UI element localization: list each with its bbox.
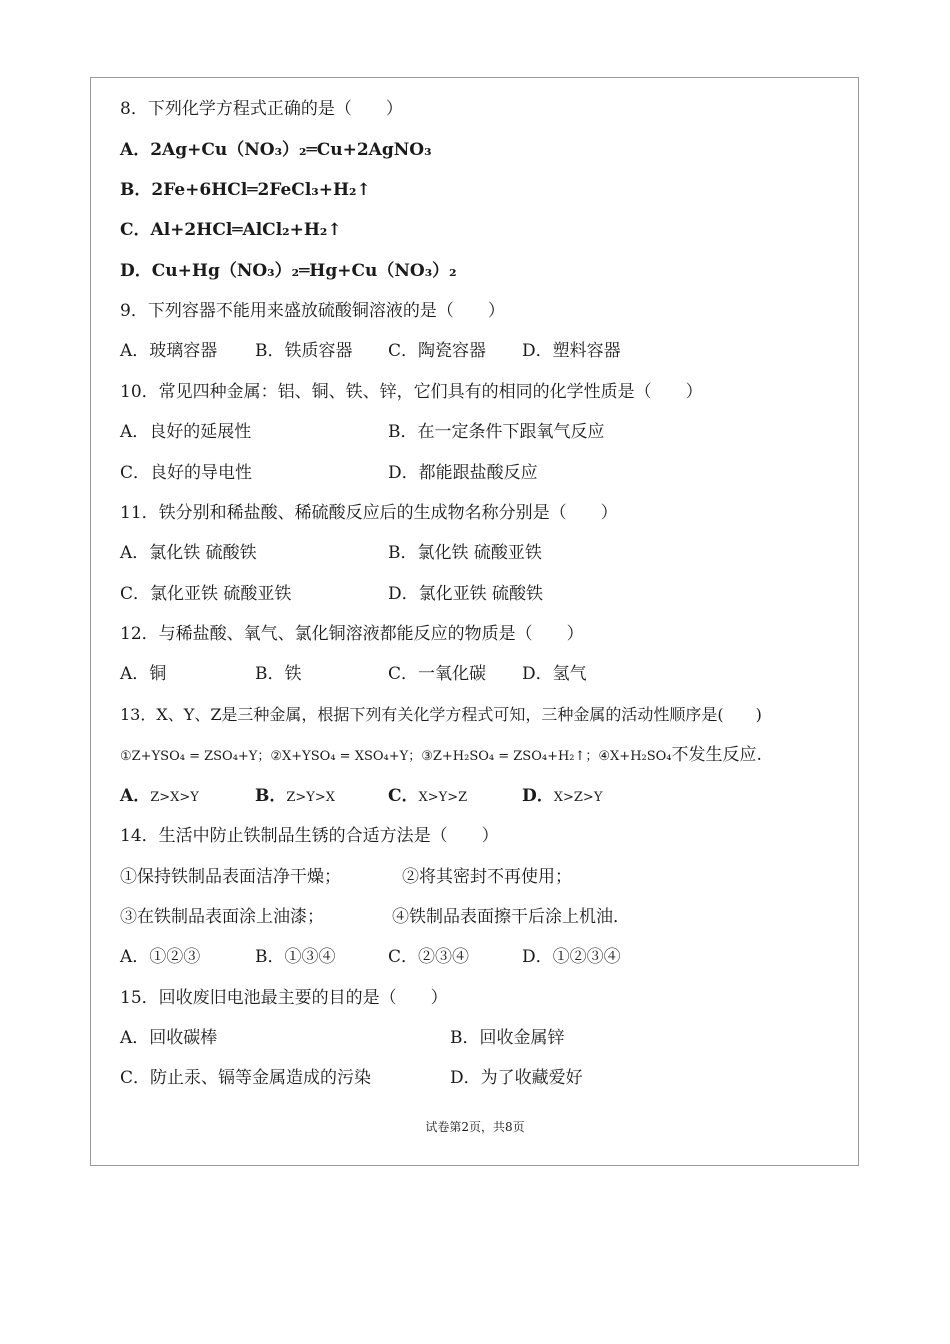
question-12-option-d: D．氢气	[522, 664, 587, 684]
question-14-option-c: C．②③④	[388, 947, 470, 967]
question-13-equation-tail: 不发生反应.	[671, 745, 762, 765]
page-footer: 试卷第2页，共8页	[425, 1120, 525, 1134]
question-12-option-b: B．铁	[255, 664, 302, 684]
question-9-option-b: B．铁质容器	[255, 341, 353, 361]
question-14-option-b: B．①③④	[255, 947, 336, 967]
question-15-option-a: A．回收碳棒	[120, 1028, 218, 1048]
question-8-stem: 8．下列化学方程式正确的是（ ）	[120, 99, 403, 119]
question-14-statement-1: ①保持铁制品表面洁净干燥；	[120, 867, 341, 887]
question-12-option-a: A．铜	[120, 664, 167, 684]
question-10-option-b: B．在一定条件下跟氧气反应	[388, 422, 605, 442]
question-9-stem: 9．下列容器不能用来盛放硫酸铜溶液的是（ ）	[120, 301, 505, 321]
question-13-option-c: C．X>Y>Z	[388, 786, 468, 806]
question-11-option-a: A．氯化铁 硫酸铁	[120, 543, 257, 563]
question-13-equations	[120, 744, 762, 768]
question-12-stem: 12．与稀盐酸、氧气、氯化铜溶液都能反应的物质是（ ）	[120, 624, 584, 644]
question-15-option-d: D．为了收藏爱好	[450, 1068, 583, 1088]
question-9-option-c: C．陶瓷容器	[388, 341, 487, 361]
question-10-option-d: D．都能跟盐酸反应	[388, 463, 538, 483]
question-8-option-c: C．Al+2HCl═AlCl₂+H₂↑	[120, 220, 342, 240]
question-10-stem: 10．常见四种金属：铝、铜、铁、锌，它们具有的相同的化学性质是（ ）	[120, 382, 703, 402]
question-10-option-c: C．良好的导电性	[120, 463, 253, 483]
question-11-option-d: D．氯化亚铁 硫酸铁	[388, 584, 544, 604]
question-8-option-a: A．2Ag+Cu（NO₃）₂═Cu+2AgNO₃	[120, 140, 432, 160]
question-12-option-c: C．一氧化碳	[388, 664, 487, 684]
question-8-option-b: B．2Fe+6HCl═2FeCl₃+H₂↑	[120, 180, 371, 200]
question-13-option-d: D．X>Z>Y	[522, 786, 603, 806]
question-14-statement-2: ②将其密封不再使用；	[402, 867, 572, 887]
question-15-option-b: B．回收金属锌	[450, 1028, 565, 1048]
question-11-stem: 11．铁分别和稀盐酸、稀硫酸反应后的生成物名称分别是（ ）	[120, 503, 618, 523]
question-13-option-a: A．Z>X>Y	[120, 786, 199, 806]
question-14-stem: 14．生活中防止铁制品生锈的合适方法是（ ）	[120, 826, 499, 846]
question-9-option-a: A．玻璃容器	[120, 341, 218, 361]
question-15-stem: 15．回收废旧电池最主要的目的是（ ）	[120, 988, 448, 1008]
question-11-option-c: C．氯化亚铁 硫酸亚铁	[120, 584, 292, 604]
question-11-option-b: B．氯化铁 硫酸亚铁	[388, 543, 542, 563]
question-14-statement-3: ③在铁制品表面涂上油漆；	[120, 907, 324, 927]
question-13-stem: 13．X、Y、Z是三种金属，根据下列有关化学方程式可知，三种金属的活动性顺序是( )	[120, 705, 762, 724]
question-14-statement-4: ④铁制品表面擦干后涂上机油．	[392, 907, 630, 927]
question-15-option-c: C．防止汞、镉等金属造成的污染	[120, 1068, 372, 1088]
question-13-equation-list: ①Z+YSO₄ = ZSO₄+Y；②X+YSO₄ = XSO₄+Y；③Z+H₂SO₄ = ZSO₄+H₂↑；④X+H₂SO₄	[120, 749, 672, 764]
question-13-option-b: B．Z>Y>X	[255, 786, 336, 806]
question-9-option-d: D．塑料容器	[522, 341, 621, 361]
question-14-option-d: D．①②③④	[522, 947, 621, 967]
question-8-option-d: D．Cu+Hg（NO₃）₂═Hg+Cu（NO₃）₂	[120, 261, 457, 281]
question-14-option-a: A．①②③	[120, 947, 201, 967]
question-10-option-a: A．良好的延展性	[120, 422, 252, 442]
